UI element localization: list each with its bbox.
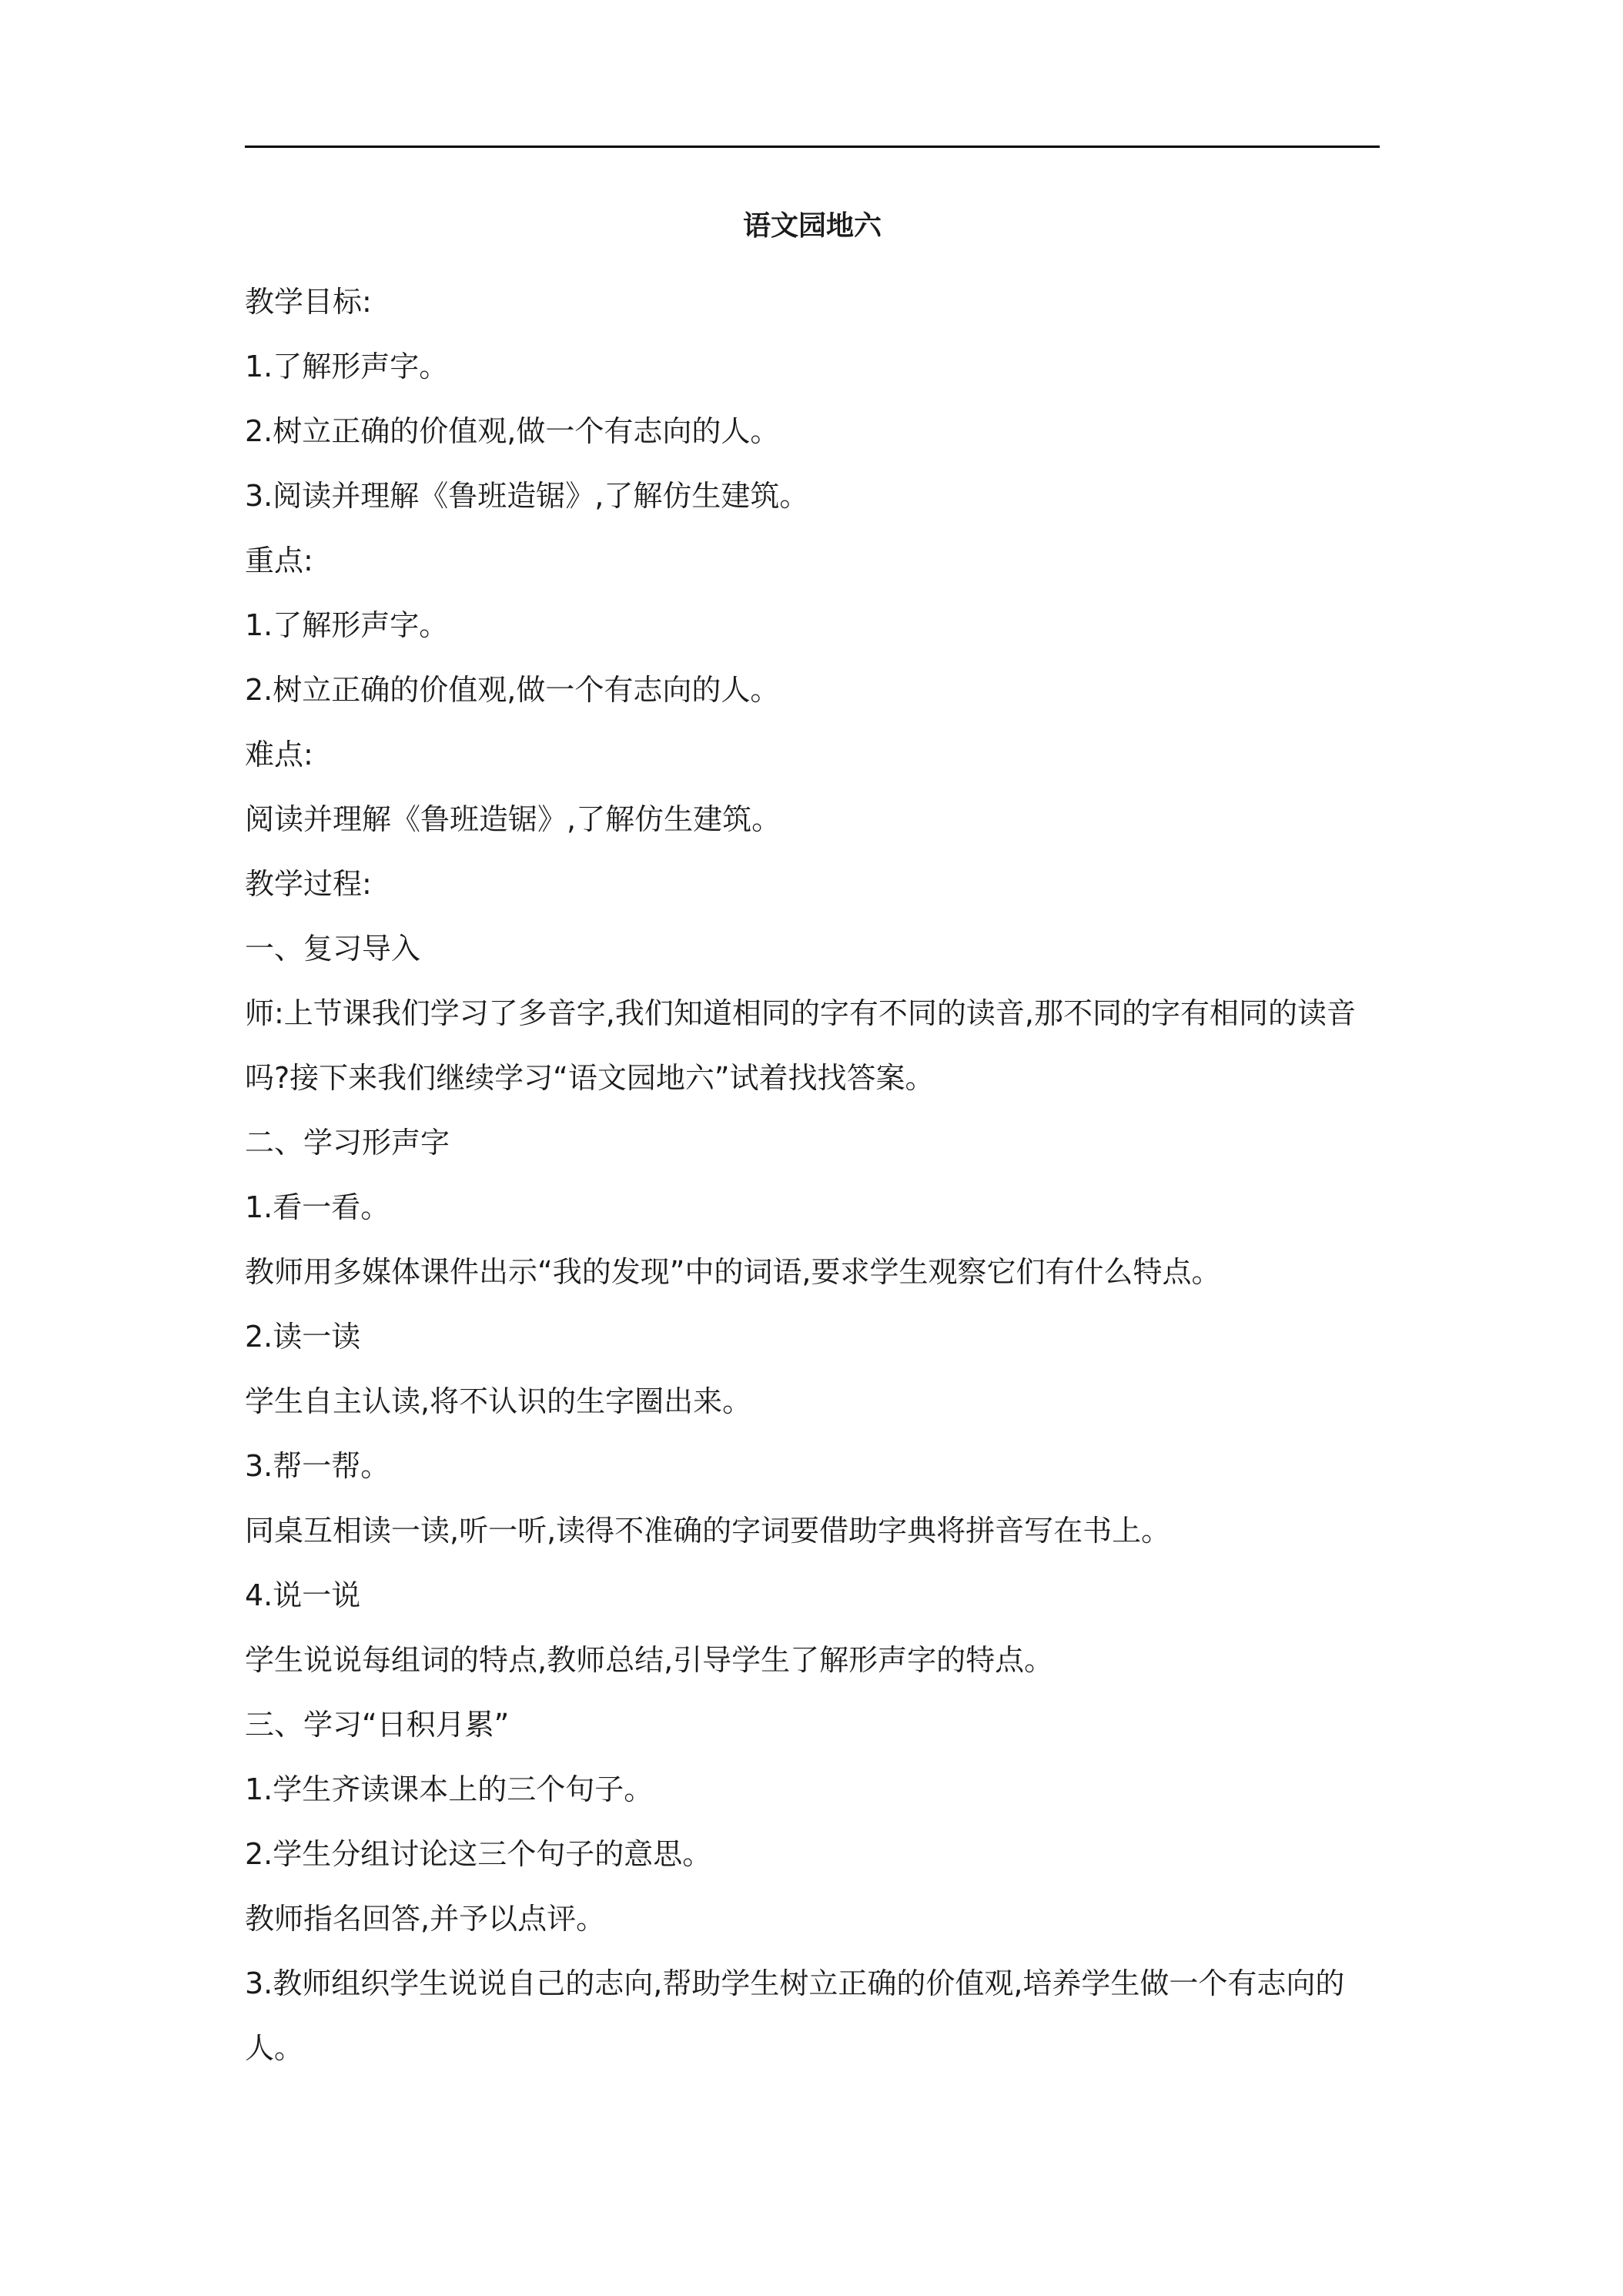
step-item: 1.学生齐读课本上的三个句子。 — [245, 1772, 654, 1806]
step-item: 4.说一说 — [245, 1578, 361, 1612]
header-rule — [245, 146, 1380, 148]
step-heading-phonetic-characters: 二、学习形声字 — [245, 1126, 450, 1160]
key-point-item: 1.了解形声字。 — [245, 608, 449, 642]
section-heading-key-points: 重点: — [245, 544, 313, 577]
objective-item: 1.了解形声字。 — [245, 350, 449, 383]
step-item: 3.教师组织学生说说自己的志向,帮助学生树立正确的价值观,培养学生做一个有志向的人。 — [245, 1966, 1345, 2065]
step-detail: 教师用多媒体课件出示“我的发现”中的词语,要求学生观察它们有什么特点。 — [245, 1255, 1221, 1289]
objective-item: 2.树立正确的价值观,做一个有志向的人。 — [245, 414, 780, 448]
section-heading-objectives: 教学目标: — [245, 285, 372, 319]
difficulty-item: 阅读并理解《鲁班造锯》,了解仿生建筑。 — [245, 802, 781, 836]
section-heading-difficulties: 难点: — [245, 738, 313, 771]
document-body — [245, 269, 1380, 2080]
step-detail: 教师指名回答,并予以点评。 — [245, 1902, 606, 1936]
step-heading-accumulation: 三、学习“日积月累” — [245, 1708, 510, 1742]
key-point-item: 2.树立正确的价值观,做一个有志向的人。 — [245, 673, 780, 707]
section-heading-process: 教学过程: — [245, 867, 372, 901]
step-item: 1.看一看。 — [245, 1190, 390, 1224]
step-detail: 学生自主认读,将不认识的生字圈出来。 — [245, 1384, 752, 1418]
objective-item: 3.阅读并理解《鲁班造锯》,了解仿生建筑。 — [245, 479, 809, 513]
review-paragraph: 师:上节课我们学习了多音字,我们知道相同的字有不同的读音,那不同的字有相同的读音吗?接下来我们继续学习“语文园地六”试着找找答案。 — [245, 996, 1356, 1095]
step-heading-review: 一、复习导入 — [245, 932, 421, 966]
step-detail: 学生说说每组词的特点,教师总结,引导学生了解形声字的特点。 — [245, 1643, 1054, 1677]
document-title: 语文园地六 — [742, 210, 882, 242]
step-item: 2.学生分组讨论这三个句子的意思。 — [245, 1837, 712, 1871]
step-item: 3.帮一帮。 — [245, 1449, 390, 1483]
step-detail: 同桌互相读一读,听一听,读得不准确的字词要借助字典将拼音写在书上。 — [245, 1514, 1171, 1548]
step-item: 2.读一读 — [245, 1320, 361, 1354]
